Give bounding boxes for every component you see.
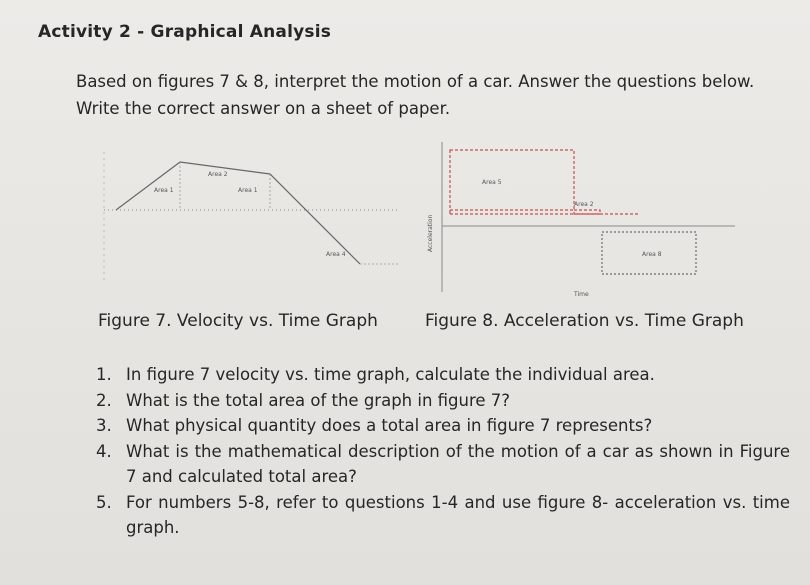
figure-7-caption: Figure 7. Velocity vs. Time Graph <box>98 311 378 331</box>
question-item <box>96 362 790 388</box>
fig7-area-label-2: Area 2 <box>208 171 228 178</box>
question-number: 4. <box>96 441 112 461</box>
fig8-area-label-2: Area 2 <box>574 201 594 208</box>
question-text: What is the mathematical description of the motion of a car as shown in Figure 7 and calculated total area? <box>126 441 790 486</box>
question-text: For numbers 5-8, refer to questions 1-4 and use figure 8- acceleration vs. time graph. <box>126 492 790 537</box>
figure-7-graph <box>90 132 410 292</box>
acceleration-time-svg <box>420 132 750 302</box>
figure-8-caption: Figure 8. Acceleration vs. Time Graph <box>425 311 744 331</box>
velocity-time-svg <box>90 132 410 292</box>
intro-paragraph <box>36 68 796 122</box>
question-item <box>96 413 790 439</box>
question-item <box>96 388 790 414</box>
velocity-line <box>116 162 360 264</box>
figure-8-graph <box>420 132 750 302</box>
fig8-y-label: Acceleration <box>427 214 434 252</box>
fig7-area-label-3: Area 1 <box>238 187 258 194</box>
intro-text: Based on figures 7 & 8, interpret the motion of a car. Answer the questions below. Write the correct answer on a sheet of paper. <box>76 72 755 118</box>
question-text: What is the total area of the graph in figure 7? <box>126 390 511 410</box>
fig8-x-label: Time <box>574 291 589 298</box>
question-item <box>96 490 790 541</box>
fig8-area-5-rect <box>450 150 574 210</box>
question-text: In figure 7 velocity vs. time graph, calculate the individual area. <box>126 365 655 384</box>
fig7-area-label-1: Area 1 <box>154 187 174 194</box>
question-item <box>96 439 790 490</box>
question-number: 1. <box>96 365 112 384</box>
question-number: 2. <box>96 390 112 410</box>
fig7-area-label-4: Area 4 <box>326 251 346 258</box>
fig8-area-label-8: Area 8 <box>642 251 662 258</box>
fig8-area-label-5: Area 5 <box>482 179 502 186</box>
question-number: 5. <box>96 492 112 512</box>
question-list <box>96 362 790 541</box>
activity-title: Activity 2 - Graphical Analysis <box>38 22 332 42</box>
question-number: 3. <box>96 416 112 435</box>
question-text: What physical quantity does a total area in figure 7 represents? <box>126 416 653 435</box>
fig8-area-2-rect <box>574 210 600 214</box>
